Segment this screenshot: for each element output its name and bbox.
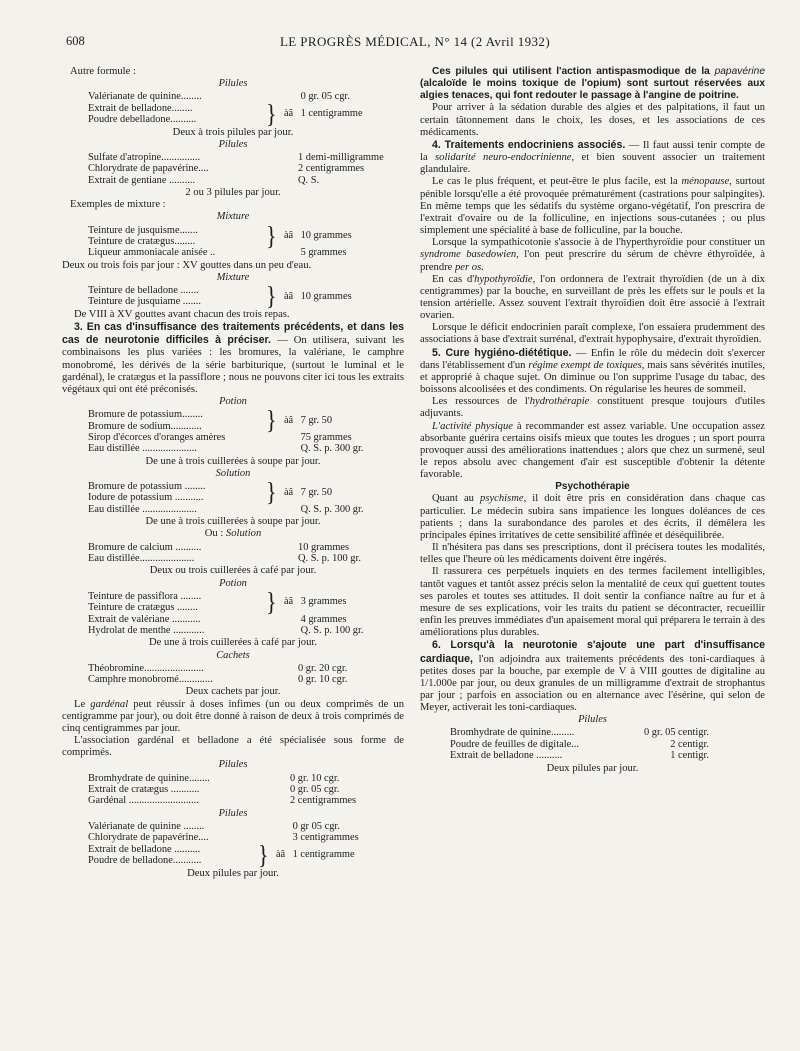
ingredient: Poudre de belladone........... [88, 855, 202, 867]
italic-run: psychisme, [480, 493, 527, 505]
ingredient: Teinture de cratægus........ [88, 235, 196, 247]
dosage-line: Deux pilules par jour. [187, 867, 279, 879]
quantity: Q. S. p. 300 gr. [300, 443, 364, 455]
quantity: 0 gr 05 cgr. [292, 820, 340, 832]
activity-paragraph [420, 421, 765, 482]
quantity: 0 gr. 05 cgr. [300, 91, 350, 103]
formula-table [88, 773, 356, 807]
quantity: 0 gr. 05 centigr. [644, 727, 709, 739]
running-header [66, 34, 764, 52]
dosage-line: Deux à trois pilules par jour. [172, 126, 294, 138]
ingredient: Eau distillée ..................... [88, 443, 197, 455]
ingredient: Bromure de calcium .......... [88, 541, 202, 553]
dosage-line: Deux cachets par jour. [185, 686, 281, 698]
brace-icon: } [266, 220, 277, 251]
ana-mark: àâ [283, 486, 294, 498]
formula-table [450, 727, 709, 761]
ingredient: Extrait de cratægus ........... [88, 783, 200, 795]
brace-icon: } [266, 404, 277, 435]
quantity: 0 gr. 10 cgr. [298, 674, 348, 686]
quantity: 7 gr. 50 [300, 486, 333, 498]
quantity: 1 demi-milligramme [298, 151, 384, 163]
quantity: 4 grammes [300, 613, 347, 625]
text-run: et bien souvent associer un traitement glandulaire. [420, 152, 765, 176]
italic-run: L'activité physique [432, 420, 513, 432]
brace-icon: } [266, 280, 277, 311]
formula-table [88, 542, 361, 565]
brace-icon: } [258, 839, 269, 870]
ingredient: Extrait de belladone .......... [88, 843, 201, 855]
quantity: 10 grammes [298, 541, 350, 553]
formula-table [88, 280, 352, 311]
prescriptions-paragraph: Il n'hésitera pas dans ses prescriptions, dont il précisera toutes les modalités, telles que l'heure où les médicaments doivent être ingérés. [420, 542, 765, 566]
label-prefix: Ou : [204, 528, 226, 540]
quantity: 3 centigrammes [292, 832, 359, 844]
quantity: 0 gr. 10 cgr. [290, 772, 340, 784]
ingredient: Eau distillée ..................... [88, 503, 197, 515]
psychism-paragraph [420, 493, 765, 542]
ingredient: Valérianate de quinine ........ [88, 820, 205, 832]
quantity: 5 grammes [300, 247, 347, 259]
text-run: mais sans sévérités inutiles, et approprié à chaque sujet. On diminue ou l'on supprime l'usage du tabac, des boissons alcoolisées et des condiments. On régularise les heures de sommeil. [420, 359, 765, 396]
hydrotherapy-paragraph [420, 396, 765, 420]
journal-title: LE PROGRÈS MÉDICAL, N° 14 (2 Avril 1932) [279, 34, 551, 49]
formula-table [88, 152, 384, 186]
psychotherapy-heading: Psychothérapie [555, 481, 630, 493]
brace-icon: } [266, 476, 277, 507]
text-run: (alcaloïde le moins toxique de l'opium) sont surtout réservées aux algies tenaces, qui font redouter le passage à l'angine de poitrine. [420, 78, 765, 102]
ingredient: Camphre monobromé............. [88, 674, 213, 686]
ingredient: Teinture de jusquisme....... [88, 224, 198, 236]
section-heading: 6. Lorsqu'à la neurotonie s'ajoute une part d'insuffisance cardiaque, [420, 639, 765, 665]
text-run: En cas d' [432, 273, 475, 285]
text-run: à recommander est assez variable. Une occupation assez absorbante guérira certains oisifs mieux que toutes les drogues ; un sport pourra provoquer aussi des améliorations inattendues ; alors que chez un surmené, seul le repos absolu avec changement d'air est susceptible d'obtenir la détente favorable. [420, 420, 765, 481]
deficit-paragraph: Lorsque le déficit endocrinien paraît complexe, l'on essaiera prudemment des associations à base d'extrait surrénal, d'extrait hypophysaire, d'extrait thyroïdien. [420, 322, 765, 346]
ingredient: Chlorydrate de papavérine.... [88, 163, 209, 175]
quantity: Q. S. p. 100 gr. [298, 553, 361, 564]
section-3-paragraph [62, 321, 404, 396]
text-run: l'on peut prescrire du sérum de chèvre éthyroïdée, à prendre [420, 249, 765, 273]
ingredient: Gardénal ........................... [88, 795, 199, 807]
formula-label: Pilules [218, 138, 248, 150]
text-run: — Il faut aussi tenir compte de la [420, 139, 765, 164]
quantity: 7 gr. 50 [300, 414, 333, 426]
section-4-paragraph [420, 139, 765, 176]
ingredient: Bromure de potassium........ [88, 409, 203, 421]
page-number: 608 [66, 34, 85, 48]
section-6-paragraph [420, 639, 765, 714]
papaverine-paragraph [420, 66, 765, 102]
formula-label: Solution [215, 467, 251, 479]
dosage-line: De VIII à XV gouttes avant chacun des trois repas. [74, 308, 290, 320]
formula-table [88, 586, 364, 637]
quantity: 10 grammes [300, 290, 352, 302]
text-run: Le cas le plus fréquent, et peut-être le plus facile, est la [432, 176, 682, 188]
text-run: Lorsque la sympathicotonie s'associe à de l'hyperthyroïdie pour constituer un [432, 237, 765, 249]
right-column [420, 66, 765, 1041]
ana-mark: àâ [283, 290, 294, 302]
text-run: Quant au [432, 493, 481, 505]
dosage-line: De une à trois cuillerées à soupe par jour. [145, 455, 321, 467]
basedow-paragraph [420, 237, 765, 273]
formula-table [88, 404, 364, 455]
ingredient: Liqueur ammoniacale anisée .. [88, 247, 216, 259]
ingredient: Chlorydrate de papavérine.... [88, 832, 209, 844]
formula-table [88, 820, 359, 870]
dosage-line: Deux ou trois fois par jour : XV gouttes dans un peu d'eau. [62, 259, 312, 271]
dosage-line: 2 ou 3 pilules par jour. [185, 187, 281, 199]
text-run: Le [74, 698, 91, 710]
formula-label: Cachets [216, 649, 250, 661]
ingredient: Sulfate d'atropine............... [88, 151, 201, 163]
formula-label: Pilules [218, 807, 248, 819]
ingredient: Hydrolat de menthe ............ [88, 624, 205, 636]
italic-run: solidarité neuro-endocrinienne, [435, 152, 575, 164]
formula-label: Pilules [218, 78, 248, 90]
hypothyroid-paragraph [420, 274, 765, 323]
ingredient: Eau distillée..................... [88, 553, 195, 564]
left-column [62, 66, 404, 1041]
ingredient: Teinture de passiflora ........ [88, 590, 202, 602]
quantity: Q. S. p. 300 gr. [300, 503, 364, 515]
exemples-heading: Exemples de mixture : [70, 199, 166, 211]
quantity: 75 grammes [300, 431, 352, 443]
text-run: — Enfin le rôle du médecin doit s'exercer dans l'établissement d'un [420, 347, 765, 371]
italic-run: régime exempt de toxiques, [528, 359, 645, 371]
italic-run: papavérine [714, 66, 765, 77]
ingredient: Extrait de valériane ........... [88, 613, 201, 625]
ingredient: Bromure de sodium............ [88, 420, 202, 432]
ingredient: Bromhydrate de quinine......... [450, 727, 575, 739]
ingredient: Théobromine....................... [88, 662, 204, 674]
dosage-line: De une à trois cuillerées à café par jour. [149, 637, 317, 649]
quantity: 1 centigramme [300, 108, 363, 120]
section-heading: 3. En cas d'insuffisance des traitements précédents, et dans les cas de neurotonie difficiles à préciser. [62, 321, 404, 347]
ana-mark: àâ [283, 596, 294, 608]
section-heading: 4. Traitements endocriniens associés. [432, 138, 626, 151]
formula-label [62, 528, 404, 540]
brace-icon: } [266, 586, 277, 617]
text-run: l'on ordonnera de l'extrait thyroïdien (de un à dix centigrammes) par la bouche, en surveillant de près les effets sur le pouls et la tension artérielle. Assez souvent l'extrait thyroïdien doit être associé à l'extrait ovarien. [420, 273, 765, 322]
text-run: il doit être pris en considération dans chaque cas particulier. Le médecin subira sans impatience les longues doléances de ces patients ; dans la surabondance des paroles et des écrits, il démêlera les principales épines irritatives de cette sensibilité affinée et déséquilibrée. [420, 493, 765, 541]
text-run: constituent presque toujours d'utiles adjuvants. [420, 396, 765, 420]
quantity: Q. S. p. 100 gr. [300, 624, 364, 636]
italic-run: hypothyroïdie, [474, 273, 536, 285]
ingredient: Valérianate de quinine........ [88, 91, 202, 103]
menopause-paragraph [420, 176, 765, 237]
ana-mark: àâ [275, 849, 286, 861]
quantity: 0 gr. 20 cgr. [298, 662, 348, 674]
quantity: 1 centigramme [292, 849, 355, 861]
text-run: Les ressources de l' [432, 396, 530, 408]
formula-table [88, 220, 352, 259]
italic-run: gardénal [90, 698, 129, 710]
formula-label: Pilules [578, 714, 607, 726]
formula-table [88, 476, 364, 515]
paragraph-text: — On utilisera, suivant les combinaisons les plus variées : les bromures, la valériane, le camphre monobromé, les dérivés de la série barbiturique, (surtout le luminal et le gardénal), le cratægus et la passiflore ; nous ne pouvons citer ici tous les extraits végétaux qui ont été préconisés. [62, 335, 404, 395]
italic-run: ménopause, [681, 176, 732, 188]
formula-label: Pilules [218, 759, 248, 771]
ingredient: Poudre debelladone.......... [88, 114, 197, 126]
quantity: 2 centigrammes [298, 163, 365, 175]
gardenal-paragraph [62, 699, 404, 735]
ingredient: Teinture de cratægus ........ [88, 602, 198, 614]
italic-run: hydrothérapie [529, 396, 590, 408]
ingredient: Poudre de feuilles de digitale... [450, 738, 579, 750]
text-run: Ces pilules qui utilisent l'action antispasmodique de la [432, 66, 715, 77]
formula-label: Mixture [216, 271, 250, 283]
quantity: 10 grammes [300, 230, 352, 242]
ingredient: Extrait de belladone .......... [450, 750, 563, 762]
ana-mark: àâ [283, 230, 294, 242]
ingredient: Teinture de jusquiame ....... [88, 296, 201, 308]
text-run: surtout pénible lorsqu'elle a été provoquée prématurément (castrations pour salpingites). En même temps que les sédatifs du système organo-végétatif, l'on prescrira de l'extrait d'ovaire ou de la folliculine, en injections sous-cutanées ; ou plus simplement une spécialité à base de folliculine, par la bouche. [420, 176, 765, 237]
ingredient: Sirop d'écorces d'oranges amères [88, 431, 226, 443]
ingredient: Iodure de potassium ........... [88, 492, 204, 504]
text-run: peut réussir à doses infimes (un ou deux comprimés de un centigramme par jour), ou doit être donné à raison de deux à trois comprimés de cinq centigrammes par jour. [62, 698, 404, 734]
autre-formule-heading: Autre formule : [70, 66, 136, 77]
formula-table [88, 91, 363, 129]
dosage-line: Deux pilules par jour. [546, 762, 639, 774]
formula-table [88, 663, 347, 686]
section-heading: 5. Cure hygiéno-diététique. [432, 346, 572, 359]
ingredient: Teinture de belladone ....... [88, 285, 199, 297]
quantity: 3 grammes [300, 596, 347, 608]
ana-mark: àâ [283, 414, 294, 426]
formula-label: Mixture [216, 211, 250, 223]
sedation-paragraph: Pour arriver à la sédation durable des algies et des palpitations, il faut un certain tâtonnement dans le choix, les doses, et les associations de ces médicaments. [420, 102, 765, 138]
ana-mark: àâ [283, 108, 294, 120]
section-5-paragraph [420, 347, 765, 397]
formula-label: Potion [219, 395, 247, 407]
label-text: Solution [225, 528, 262, 540]
text-run: l'on adjoindra aux traitements précédents des toni-cardiaques à petites doses par la bouche, par exemple de V à VIII gouttes de digitaline au 1/1.000e par jour, ou deux granules de un milligramme d'extrait de strophantus par jour ; parfois en association ou en alternance avec l'ésérine, qui selon de Meyer, activerait les toni-cardiaques. [420, 653, 765, 714]
quantity: 1 centigr. [670, 750, 709, 762]
ingredient: Bromhydrate de quinine........ [88, 772, 210, 784]
quantity: 2 centigr. [670, 738, 709, 750]
italic-run: syndrome basedowien, [420, 249, 519, 261]
quantity: 0 gr. 05 cgr. [290, 783, 340, 795]
dosage-line: De une à trois cuillerées à soupe par jour. [145, 516, 321, 528]
reassure-paragraph: Il rassurera ces perpétuels inquiets en des termes facilement intelligibles, tantôt vagues et tantôt assez précis selon la mentalité de ceux qui guettent toutes ses paroles et toutes ses attitudes. Il doit sentir la confiance naître au fur et à mesure de ses explications, voir les traits du patient se décontracter, recueillir enfin les preuves immédiates d'un apaisement moral qui préparera le terrain à des améliorations plus durables. [420, 566, 765, 639]
formula-label: Potion [219, 577, 247, 589]
quantity: Q. S. [298, 174, 320, 186]
dosage-line: Deux ou trois cuillerées à café par jour. [149, 565, 317, 577]
brace-icon: } [266, 98, 277, 129]
ingredient: Bromure de potassium ........ [88, 481, 206, 493]
ingredient: Extrait de belladone........ [88, 102, 193, 114]
quantity: 2 centigrammes [290, 795, 357, 807]
italic-run: per os. [455, 261, 484, 273]
ingredient: Extrait de gentiane .......... [88, 174, 196, 186]
association-paragraph: L'association gardénal et belladone a été spécialisée sous forme de comprimés. [62, 735, 404, 759]
